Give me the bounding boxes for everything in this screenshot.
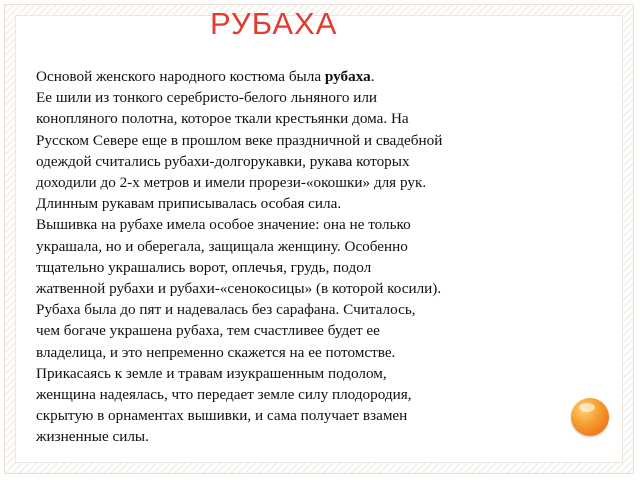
body-line-5: одеждой считались рубахи-долгорукавки, рукава которых: [36, 152, 410, 170]
body-line-1: [36, 66, 596, 87]
body-line-9: украшала, но и оберегала, защищала женщину. Особенно: [36, 237, 408, 255]
body-line-1-suffix: .: [370, 68, 375, 85]
body-line-3: конопляного полотна, которое ткали крестьянки дома. На: [36, 110, 409, 128]
body-line-16: женщина надеялась, что передает земле силу плодородия,: [36, 386, 412, 404]
slide-title: РУБАХА: [210, 6, 338, 41]
body-line-17: скрытую в орнаментах вышивки, и сама получает взамен: [36, 407, 408, 425]
body-line-4: Русском Севере еще в прошлом веке праздничной и свадебной: [36, 131, 443, 149]
body-line-12: Рубаха была до пят и надевалась без сарафана. Считалось,: [36, 301, 416, 319]
body-line-11: жатвенной рубахи и рубахи-«сенокосицы» (в которой косили).: [36, 280, 442, 298]
body-line-14: владелица, и это непременно скажется на ее потомстве.: [36, 343, 396, 361]
slide-body-text: [36, 66, 596, 448]
body-line-7: Длинным рукавам приписывалась особая сила.: [36, 195, 342, 213]
body-line-10: тщательно украшались ворот, оплечья, грудь, подол: [36, 258, 372, 276]
body-line-18: жизненные силы.: [36, 428, 149, 446]
body-line-15: Прикасаясь к земле и травам изукрашенным подолом,: [36, 364, 387, 382]
body-line-6: доходили до 2-х метров и имели прорези-«окошки» для рук.: [36, 174, 427, 192]
body-line-1-bold-word: рубаха: [324, 68, 371, 85]
body-line-1-prefix: Основой женского народного костюма была: [36, 68, 325, 85]
orange-orb-icon: [571, 398, 609, 436]
body-line-2: Ее шили из тонкого серебристо-белого льняного или: [36, 89, 378, 107]
orb-highlight: [579, 403, 595, 412]
body-line-8: Вышивка на рубахе имела особое значение: она не только: [36, 216, 411, 234]
body-line-13: чем богаче украшена рубаха, тем счастливее будет ее: [36, 322, 380, 340]
